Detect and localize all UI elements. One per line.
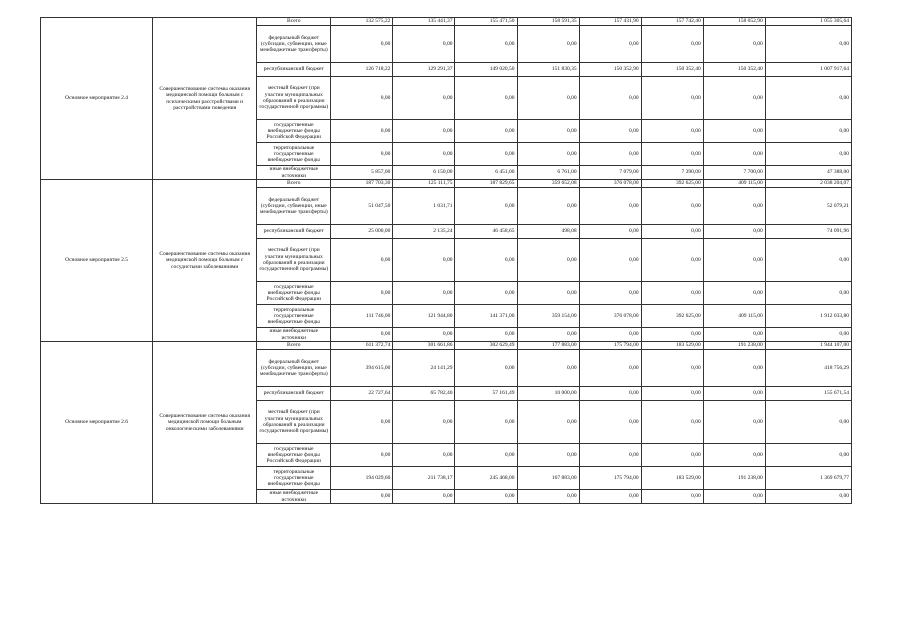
value-cell: 0,00 (579, 444, 641, 467)
value-cell: 0,00 (641, 26, 703, 63)
value-cell: 0,00 (393, 328, 455, 342)
value-cell: 611 372,74 (331, 342, 393, 350)
value-cell: 0,00 (517, 350, 579, 387)
funding-source: республиканский бюджет (257, 63, 331, 77)
total-cell: 1 007 917,64 (765, 63, 851, 77)
measure-description: Совершенствование системы оказания медицинской помощи больным с психическими расстройствами и расстройствами поведения (153, 18, 257, 180)
value-cell: 245 468,00 (455, 467, 517, 490)
value-cell: 0,00 (579, 225, 641, 239)
value-cell: 0,00 (455, 26, 517, 63)
funding-source: государственные внебюджетные фонды Российской Федерации (257, 282, 331, 305)
value-cell: 0,00 (331, 26, 393, 63)
funding-source: федеральный бюджет (субсидии, субвенции, иные межбюджетные трансферты) (257, 188, 331, 225)
value-cell: 0,00 (455, 328, 517, 342)
value-cell: 0,00 (641, 387, 703, 401)
value-cell: 0,00 (455, 143, 517, 166)
funding-source: республиканский бюджет (257, 225, 331, 239)
table-row (41, 180, 852, 188)
value-cell: 0,00 (579, 77, 641, 120)
value-cell: 0,00 (579, 188, 641, 225)
value-cell: 0,00 (517, 444, 579, 467)
value-cell: 409 115,00 (703, 305, 765, 328)
value-cell: 2 135,24 (393, 225, 455, 239)
value-cell: 0,00 (455, 490, 517, 504)
funding-source: местный бюджет (при участии муниципальных образований в реализации государственной программы) (257, 239, 331, 282)
total-cell: 2 038 204,07 (765, 180, 851, 188)
value-cell: 0,00 (641, 239, 703, 282)
value-cell: 0,00 (579, 143, 641, 166)
value-cell: 359 652,08 (517, 180, 579, 188)
total-cell: 0,00 (765, 328, 851, 342)
value-cell: 0,00 (641, 282, 703, 305)
value-cell: 302 629,49 (455, 342, 517, 350)
funding-source: иные внебюджетные источники (257, 166, 331, 180)
table-row (41, 342, 852, 350)
value-cell: 0,00 (579, 282, 641, 305)
value-cell: 0,00 (703, 387, 765, 401)
funding-source: иные внебюджетные источники (257, 328, 331, 342)
value-cell: 0,00 (579, 120, 641, 143)
value-cell: 0,00 (579, 350, 641, 387)
value-cell: 167 883,00 (517, 467, 579, 490)
value-cell: 0,00 (579, 239, 641, 282)
value-cell: 0,00 (517, 282, 579, 305)
value-cell: 141 371,00 (455, 305, 517, 328)
value-cell: 194 029,60 (331, 467, 393, 490)
total-cell: 0,00 (765, 490, 851, 504)
value-cell: 0,00 (641, 350, 703, 387)
value-cell: 10 000,00 (517, 387, 579, 401)
value-cell: 0,00 (455, 282, 517, 305)
measure-name: Основное мероприятие 2.6 (41, 342, 153, 504)
table-row (41, 18, 852, 26)
funding-source: территориальные государственные внебюджетные фонды (257, 467, 331, 490)
value-cell: 394 615,00 (331, 350, 393, 387)
value-cell: 0,00 (331, 328, 393, 342)
total-cell: 0,00 (765, 143, 851, 166)
funding-source: территориальные государственные внебюджетные фонды (257, 305, 331, 328)
funding-source: Всего (257, 18, 331, 26)
value-cell: 0,00 (641, 328, 703, 342)
value-cell: 0,00 (393, 401, 455, 444)
value-cell: 0,00 (703, 120, 765, 143)
value-cell: 0,00 (641, 188, 703, 225)
value-cell: 46 458,65 (455, 225, 517, 239)
value-cell: 6 451,00 (455, 166, 517, 180)
value-cell: 0,00 (703, 490, 765, 504)
value-cell: 158 052,90 (703, 18, 765, 26)
value-cell: 409 115,00 (703, 180, 765, 188)
value-cell: 65 782,40 (393, 387, 455, 401)
value-cell: 150 352,40 (703, 63, 765, 77)
funding-source: местный бюджет (при участии муниципальных образований в реализации государственной программы) (257, 77, 331, 120)
total-cell: 74 091,96 (765, 225, 851, 239)
total-cell: 0,00 (765, 26, 851, 63)
value-cell: 0,00 (517, 143, 579, 166)
value-cell: 155 471,50 (455, 18, 517, 26)
value-cell: 498,08 (517, 225, 579, 239)
value-cell: 0,00 (703, 225, 765, 239)
value-cell: 0,00 (703, 350, 765, 387)
value-cell: 175 794,00 (579, 342, 641, 350)
budget-table (40, 17, 852, 504)
value-cell: 359 154,00 (517, 305, 579, 328)
value-cell: 149 020,50 (455, 63, 517, 77)
funding-source: федеральный бюджет (субсидии, субвенции, иные межбюджетные трансферты) (257, 350, 331, 387)
value-cell: 183 529,00 (641, 342, 703, 350)
value-cell: 187 703,30 (331, 180, 393, 188)
total-cell: 1 912 033,80 (765, 305, 851, 328)
funding-source: местный бюджет (при участии муниципальных образований в реализации государственной программы) (257, 401, 331, 444)
value-cell: 0,00 (455, 401, 517, 444)
value-cell: 24 141,29 (393, 350, 455, 387)
funding-source: республиканский бюджет (257, 387, 331, 401)
value-cell: 0,00 (331, 282, 393, 305)
value-cell: 0,00 (517, 188, 579, 225)
value-cell: 0,00 (393, 490, 455, 504)
funding-source: федеральный бюджет (субсидии, субвенции, иные межбюджетные трансферты) (257, 26, 331, 63)
value-cell: 0,00 (703, 401, 765, 444)
value-cell: 7 390,00 (641, 166, 703, 180)
value-cell: 211 738,17 (393, 467, 455, 490)
value-cell: 0,00 (393, 444, 455, 467)
funding-source: иные внебюджетные источники (257, 490, 331, 504)
value-cell: 57 161,49 (455, 387, 517, 401)
value-cell: 0,00 (517, 26, 579, 63)
value-cell: 150 352,90 (579, 63, 641, 77)
value-cell: 0,00 (641, 120, 703, 143)
value-cell: 0,00 (393, 77, 455, 120)
value-cell: 0,00 (393, 143, 455, 166)
value-cell: 0,00 (641, 401, 703, 444)
value-cell: 0,00 (455, 444, 517, 467)
value-cell: 177 883,00 (517, 342, 579, 350)
value-cell: 183 529,00 (641, 467, 703, 490)
total-cell: 155 671,54 (765, 387, 851, 401)
total-cell: 1 944 107,00 (765, 342, 851, 350)
value-cell: 0,00 (331, 239, 393, 282)
value-cell: 0,00 (517, 490, 579, 504)
value-cell: 1 031,71 (393, 188, 455, 225)
value-cell: 0,00 (703, 328, 765, 342)
value-cell: 0,00 (579, 401, 641, 444)
value-cell: 0,00 (641, 77, 703, 120)
value-cell: 0,00 (331, 143, 393, 166)
total-cell: 0,00 (765, 77, 851, 120)
value-cell: 392 625,00 (641, 180, 703, 188)
value-cell: 0,00 (579, 328, 641, 342)
value-cell: 0,00 (579, 387, 641, 401)
value-cell: 0,00 (517, 77, 579, 120)
value-cell: 111 746,00 (331, 305, 393, 328)
value-cell: 0,00 (517, 120, 579, 143)
funding-source: территориальные государственные внебюджетные фонды (257, 143, 331, 166)
total-cell: 0,00 (765, 239, 851, 282)
value-cell: 151 830,35 (517, 63, 579, 77)
measure-description: Совершенствование системы оказания медицинской помощи больным онкологическими заболеваниями (153, 342, 257, 504)
measure-description: Совершенствование системы оказания медицинской помощи больным с сосудистыми заболеваниями (153, 180, 257, 342)
value-cell: 191 238,00 (703, 342, 765, 350)
measure-name: Основное мероприятие 2.5 (41, 180, 153, 342)
funding-source: государственные внебюджетные фонды Российской Федерации (257, 120, 331, 143)
value-cell: 392 625,00 (641, 305, 703, 328)
total-cell: 1 369 679,77 (765, 467, 851, 490)
value-cell: 0,00 (641, 444, 703, 467)
value-cell: 0,00 (331, 77, 393, 120)
value-cell: 187 829,65 (455, 180, 517, 188)
value-cell: 191 238,00 (703, 467, 765, 490)
total-cell: 0,00 (765, 401, 851, 444)
value-cell: 129 291,37 (393, 63, 455, 77)
value-cell: 376 078,00 (579, 180, 641, 188)
value-cell: 22 727,64 (331, 387, 393, 401)
value-cell: 0,00 (703, 239, 765, 282)
value-cell: 126 718,22 (331, 63, 393, 77)
value-cell: 376 078,00 (579, 305, 641, 328)
value-cell: 0,00 (703, 282, 765, 305)
value-cell: 157 742,40 (641, 18, 703, 26)
value-cell: 0,00 (703, 143, 765, 166)
value-cell: 0,00 (455, 120, 517, 143)
value-cell: 0,00 (703, 444, 765, 467)
value-cell: 7 700,00 (703, 166, 765, 180)
funding-source: Всего (257, 180, 331, 188)
value-cell: 121 944,80 (393, 305, 455, 328)
value-cell: 0,00 (331, 401, 393, 444)
value-cell: 6 150,00 (393, 166, 455, 180)
value-cell: 25 000,00 (331, 225, 393, 239)
total-cell: 1 055 305,64 (765, 18, 851, 26)
value-cell: 51 047,50 (331, 188, 393, 225)
value-cell: 6 761,00 (517, 166, 579, 180)
value-cell: 132 575,22 (331, 18, 393, 26)
value-cell: 0,00 (517, 328, 579, 342)
value-cell: 0,00 (641, 490, 703, 504)
measure-name: Основное мероприятие 2.4 (41, 18, 153, 180)
value-cell: 0,00 (703, 26, 765, 63)
value-cell: 0,00 (393, 239, 455, 282)
total-cell: 0,00 (765, 444, 851, 467)
value-cell: 0,00 (641, 143, 703, 166)
total-cell: 0,00 (765, 282, 851, 305)
value-cell: 135 441,37 (393, 18, 455, 26)
value-cell: 0,00 (331, 490, 393, 504)
value-cell: 0,00 (455, 77, 517, 120)
value-cell: 150 352,40 (641, 63, 703, 77)
value-cell: 175 794,00 (579, 467, 641, 490)
value-cell: 0,00 (579, 490, 641, 504)
value-cell: 0,00 (393, 282, 455, 305)
value-cell: 0,00 (703, 188, 765, 225)
total-cell: 0,00 (765, 120, 851, 143)
value-cell: 0,00 (579, 26, 641, 63)
value-cell: 0,00 (331, 120, 393, 143)
funding-source: Всего (257, 342, 331, 350)
total-cell: 52 079,21 (765, 188, 851, 225)
value-cell: 0,00 (703, 77, 765, 120)
value-cell: 0,00 (393, 120, 455, 143)
value-cell: 0,00 (641, 225, 703, 239)
value-cell: 0,00 (517, 401, 579, 444)
value-cell: 125 111,75 (393, 180, 455, 188)
total-cell: 418 756,29 (765, 350, 851, 387)
value-cell: 301 661,86 (393, 342, 455, 350)
value-cell: 0,00 (517, 239, 579, 282)
value-cell: 0,00 (455, 239, 517, 282)
funding-source: государственные внебюджетные фонды Российской Федерации (257, 444, 331, 467)
value-cell: 5 857,00 (331, 166, 393, 180)
value-cell: 0,00 (455, 188, 517, 225)
total-cell: 47 388,00 (765, 166, 851, 180)
value-cell: 157 431,90 (579, 18, 641, 26)
value-cell: 0,00 (393, 26, 455, 63)
value-cell: 0,00 (455, 350, 517, 387)
value-cell: 0,00 (331, 444, 393, 467)
value-cell: 7 079,00 (579, 166, 641, 180)
value-cell: 158 591,35 (517, 18, 579, 26)
